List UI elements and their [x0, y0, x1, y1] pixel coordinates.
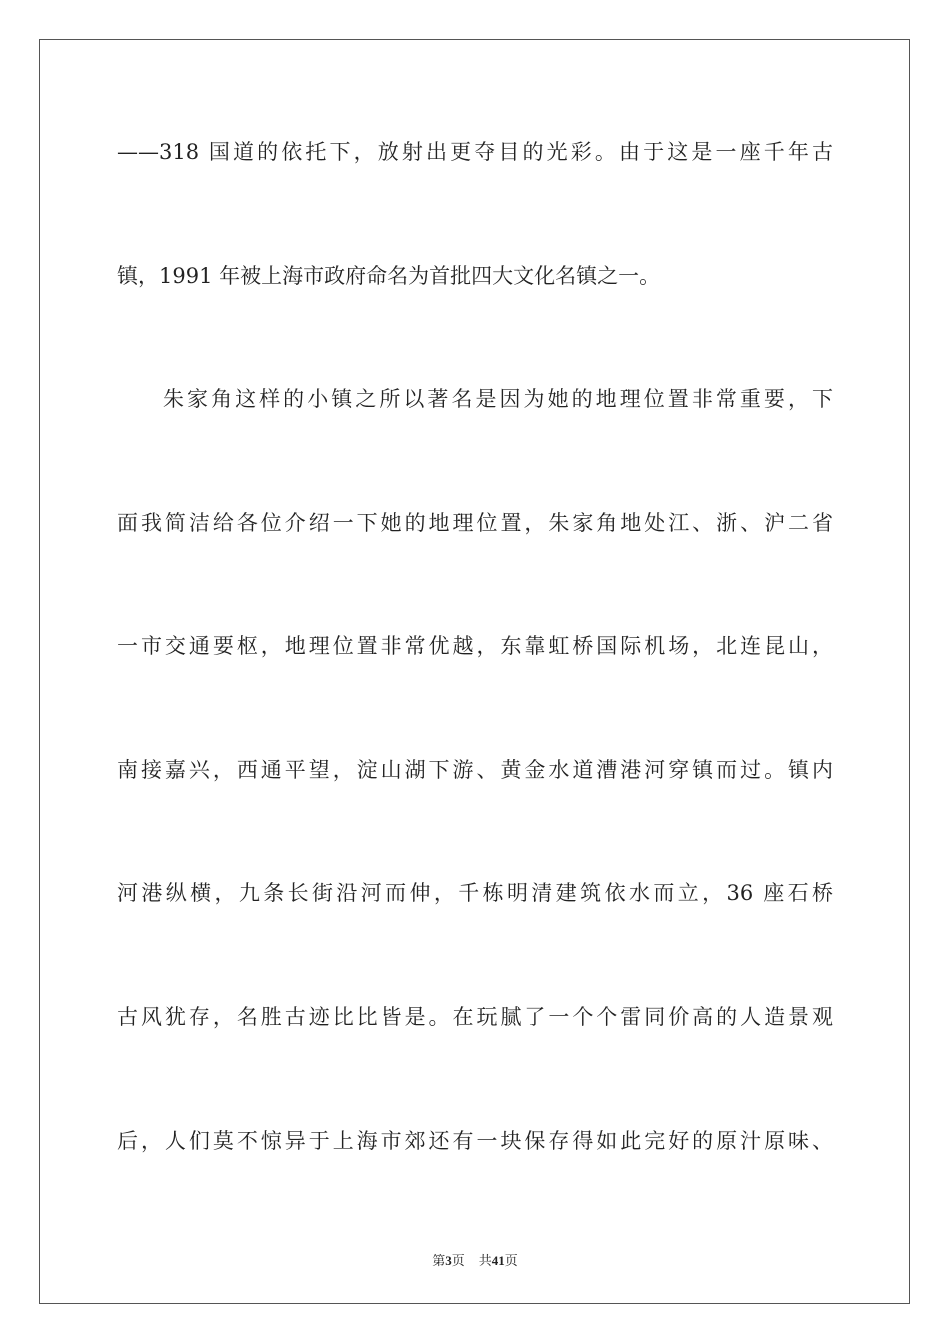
paragraph-line-9: 后，人们莫不惊异于上海市郊还有一块保存得如此完好的原汁原味、 — [117, 1129, 833, 1153]
total-pages: 41 — [491, 1253, 505, 1268]
total-prefix: 共 — [478, 1253, 492, 1268]
paragraph-line-4: 面我简洁给各位介绍一下她的地理位置，朱家角地处江、浙、沪二省 — [117, 511, 833, 535]
total-suffix: 页 — [504, 1253, 518, 1268]
paragraph-line-7: 河港纵横，九条长街沿河而伸，千栋明清建筑依水而立，36 座石桥 — [117, 881, 833, 905]
paragraph-line-6: 南接嘉兴，西通平望，淀山湖下游、黄金水道漕港河穿镇而过。镇内 — [117, 758, 833, 782]
paragraph-line-3: 朱家角这样的小镇之所以著名是因为她的地理位置非常重要，下 — [163, 387, 833, 411]
paragraph-line-5: 一市交通要枢，地理位置非常优越，东靠虹桥国际机场，北连昆山， — [117, 634, 833, 658]
page-prefix: 第 — [432, 1253, 446, 1268]
page-footer — [0, 1250, 950, 1269]
paragraph-line-8: 古风犹存，名胜古迹比比皆是。在玩腻了一个个雷同价高的人造景观 — [117, 1005, 833, 1029]
paragraph-line-2: 镇，1991 年被上海市政府命名为首批四大文化名镇之一。 — [117, 264, 661, 288]
page-number: 3 — [445, 1253, 452, 1268]
page-border — [39, 39, 910, 1304]
page-suffix: 页 — [451, 1253, 465, 1268]
paragraph-line-1: ——318 国道的依托下，放射出更夺目的光彩。由于这是一座千年古 — [117, 140, 833, 164]
